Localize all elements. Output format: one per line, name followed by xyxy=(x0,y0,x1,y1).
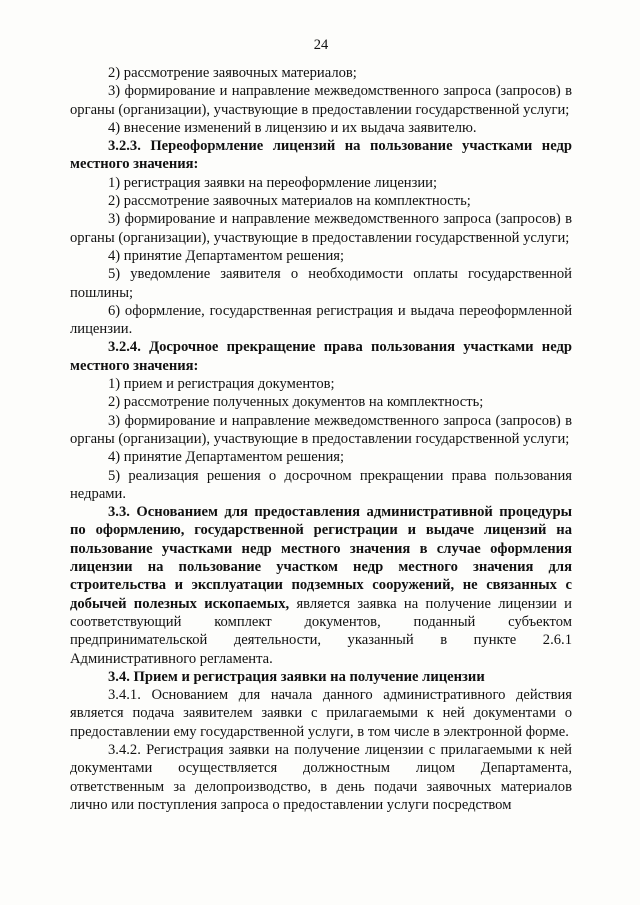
paragraph-p16: 5) реализация решения о досрочном прекращении права пользования недрами. xyxy=(70,467,572,502)
paragraph-p06: 2) рассмотрение заявочных материалов на комплектность; xyxy=(108,193,471,210)
section-heading-3-2-3: 3.2.3. Переоформление лицензий на пользование участками недр местного значения: xyxy=(70,138,572,173)
paragraph-p15: 4) принятие Департаментом решения; xyxy=(108,449,345,466)
section-3-3-rest: является заявка на получение лицензии и соответствующий комплект документов, поданный субъектом предпринимательской деятельности, указанный в пункте 2.6.1 Административного регламента. xyxy=(70,595,572,667)
paragraph-p13: 2) рассмотрение полученных документов на комплектность; xyxy=(108,394,484,411)
section-3-3-paragraph xyxy=(70,503,572,668)
paragraph-p09: 5) уведомление заявителя о необходимости оплаты государственной пошлины; xyxy=(70,266,572,301)
section-heading-3-2-4: 3.2.4. Досрочное прекращение права пользования участками недр местного значения: xyxy=(70,339,572,374)
paragraph-p03: 4) внесение изменений в лицензию и их выдача заявителю. xyxy=(108,119,477,136)
paragraph-p07: 3) формирование и направление межведомственного запроса (запросов) в органы (организации), участвующие в предоставлении государственной услуги; xyxy=(70,211,572,246)
paragraph-p10: 6) оформление, государственная регистрация и выдача переоформленной лицензии. xyxy=(70,302,572,338)
paragraph-p20: 3.4.2. Регистрация заявки на получение лицензии с прилагаемыми к ней документами осуществляется должностным лицом Департамента, ответственным за делопроизводство, в день подачи заявочных материалов лично или поступления запроса о предоставлении услуги посредством xyxy=(70,741,572,813)
paragraph-p02: 3) формирование и направление межведомственного запроса (запросов) в органы (организации), участвующие в предоставлении государственной услуги; xyxy=(70,83,572,118)
page-number: 24 xyxy=(313,37,329,53)
paragraph-p08: 4) принятие Департаментом решения; xyxy=(108,247,345,264)
paragraph-p01: 2) рассмотрение заявочных материалов; xyxy=(108,65,357,81)
paragraph-p19: 3.4.1. Основанием для начала данного административного действия является подача заявителем заявки с прилагаемыми к ней документами о предоставлении ему государственной услуги, в том числе в электронной форме. xyxy=(70,687,572,740)
section-3-3-bold-lead: 3.3. Основанием для предоставления административной процедуры по оформлению, государственной регистрации и выдаче лицензий на пользование участками недр местного значения в случае оформления лицензии на пользование участком недр местного значения для строительства и эксплуатации подземных сооружений, не связанных с добычей полезных ископаемых, xyxy=(70,504,572,612)
paragraph-p14: 3) формирование и направление межведомственного запроса (запросов) в органы (организации), участвующие в предоставлении государственной услуги; xyxy=(70,412,572,447)
section-heading-3-4: 3.4. Прием и регистрация заявки на получение лицензии xyxy=(108,668,485,685)
paragraph-p05: 1) регистрация заявки на переоформление лицензии; xyxy=(108,174,438,191)
paragraph-p12: 1) прием и регистрация документов; xyxy=(108,376,335,393)
